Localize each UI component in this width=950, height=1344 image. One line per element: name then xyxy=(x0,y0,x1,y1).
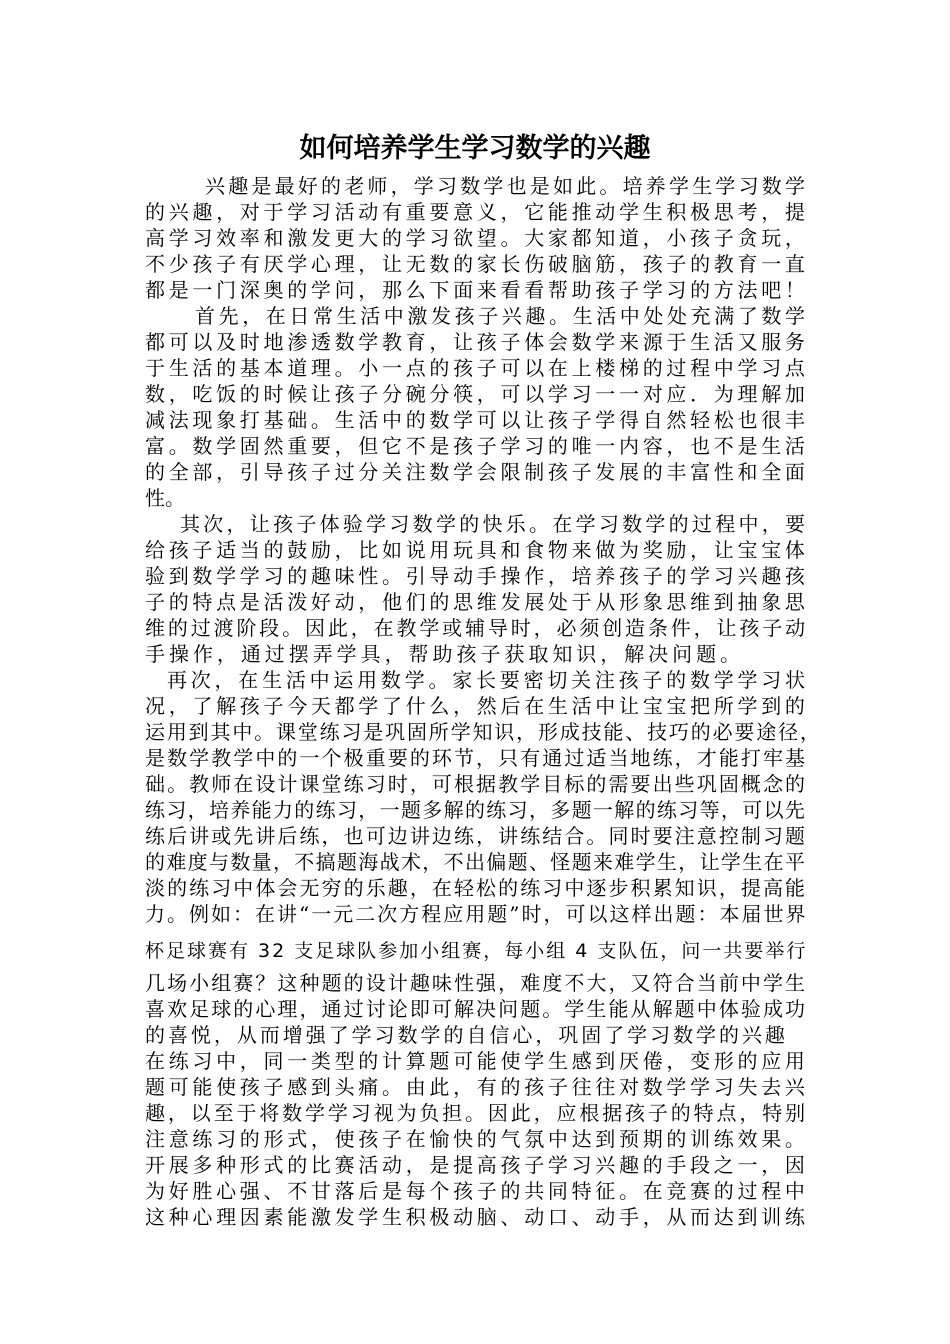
paragraph-line: 子的特点是活泼好动，他们的思维发展处于从形象思维到抽象思 xyxy=(145,590,809,614)
paragraph-line: 再次，在生活中运用数学。家长要密切关注孩子的数学学习状 xyxy=(167,668,809,692)
paragraph-line: 其次，让孩子体验学习数学的快乐。在学习数学的过程中，要 xyxy=(180,512,809,536)
paragraph-line: 在练习中，同一类型的计算题可能使学生感到厌倦，变形的应用 xyxy=(145,1049,809,1073)
paragraph-line: 的难度与数量，不搞题海战术，不出偏题、怪题来难学生，让学生在平 xyxy=(145,850,807,874)
paragraph-line: 注意练习的形式，使孩子在愉快的气氛中达到预期的训练效果。 xyxy=(145,1127,809,1151)
paragraph-line: 况，了解孩子今天都学了什么，然后在生活中让宝宝把所学到的 xyxy=(145,694,809,718)
paragraph-line: 的全部，引导孩子过分关注数学会限制孩子发展的丰富性和全面 xyxy=(145,460,809,484)
paragraph-line: 减法现象打基础。生活中的数学可以让孩子学得自然轻松也很丰 xyxy=(145,408,809,432)
paragraph-line: 给孩子适当的鼓励，比如说用玩具和食物来做为奖励，让宝宝体 xyxy=(145,538,809,562)
paragraph-line: 开展多种形式的比赛活动，是提高孩子学习兴趣的手段之一，因 xyxy=(145,1153,809,1177)
paragraph-line: 础。教师在设计课堂练习时，可根据教学目标的需要出些巩固概念的 xyxy=(145,772,808,796)
paragraph-line: 不少孩子有厌学心理，让无数的家长伤破脑筋，孩子的教育一直 xyxy=(145,252,809,276)
paragraph-line: 这种心理因素能激发学生积极动脑、动口、动手，从而达到训练 xyxy=(145,1205,809,1229)
paragraph-line: 兴趣是最好的老师，学习数学也是如此。培养学生学习数学 xyxy=(205,174,809,198)
paragraph-line: 力。例如：在讲“一元二次方程应用题”时，可以这样出题：本届世界 xyxy=(145,902,808,926)
paragraph-line: 练后讲或先讲后练，也可边讲边练，讲练结合。同时要注意控制习题 xyxy=(145,824,808,848)
paragraph-line: 手操作，通过摆弄学具，帮助孩子获取知识，解决问题。 xyxy=(145,642,744,666)
paragraph-line: 都是一门深奥的学问，那么下面来看看帮助孩子学习的方法吧！ xyxy=(145,278,809,302)
paragraph-line: 喜欢足球的心理，通过讨论即可解决问题。学生能从解题中体验成功 xyxy=(145,997,808,1021)
paragraph-line: 验到数学学习的趣味性。引导动手操作，培养孩子的学习兴趣孩 xyxy=(145,564,809,588)
paragraph-line: 运用到其中。课堂练习是巩固所学知识，形成技能、技巧的必要途径， xyxy=(145,720,822,744)
paragraph-line: 维的过渡阶段。因此，在教学或辅导时，必须创造条件，让孩子动 xyxy=(145,616,808,640)
paragraph-line: 几场小组赛？这种题的设计趣味性强，难度不大，又符合当前中学生 xyxy=(145,971,808,995)
paragraph-line: 富。数学固然重要，但它不是孩子学习的唯一内容，也不是生活 xyxy=(145,434,809,458)
paragraph-line: 数，吃饭的时候让孩子分碗分筷，可以学习一一对应．为理解加 xyxy=(145,382,809,406)
paragraph-line: 趣，以至于将数学学习视为负担。因此，应根据孩子的特点，特别 xyxy=(145,1101,808,1125)
paragraph-line: 性。 xyxy=(145,486,185,510)
paragraph-line: 都可以及时地渗透数学教育，让孩子体会数学来源于生活又服务 xyxy=(145,330,809,354)
paragraph-line: 高学习效率和激发更大的学习欲望。大家都知道，小孩子贪玩， xyxy=(145,226,809,250)
paragraph-line: 淡的练习中体会无穷的乐趣，在轻松的练习中逐步积累知识，提高能 xyxy=(145,876,808,900)
paragraph-line: 的喜悦，从而增强了学习数学的自信心，巩固了学习数学的兴趣 xyxy=(145,1023,788,1047)
paragraph-line: 的兴趣，对于学习活动有重要意义，它能推动学生积极思考，提 xyxy=(145,200,809,224)
paragraph-line: 是数学教学中的一个极重要的环节，只有通过适当地练，才能打牢基 xyxy=(145,746,808,770)
paragraph-line: 杯足球赛有 32 支足球队参加小组赛，每小组 4 支队伍，问一共要举行 xyxy=(145,940,808,962)
paragraph-line: 为好胜心强、不甘落后是每个孩子的共同特征。在竞赛的过程中 xyxy=(145,1179,809,1203)
document-title: 如何培养学生学习数学的兴趣 xyxy=(299,133,651,164)
paragraph-line: 题可能使孩子感到头痛。由此，有的孩子往往对数学学习失去兴 xyxy=(145,1075,809,1099)
paragraph-line: 练习，培养能力的练习，一题多解的练习，多题一解的练习等，可以先 xyxy=(145,798,807,822)
paragraph-line: 首先，在日常生活中激发孩子兴趣。生活中处处充满了数学 xyxy=(195,304,809,328)
paragraph-line: 于生活的基本道理。小一点的孩子可以在上楼梯的过程中学习点 xyxy=(145,356,809,380)
